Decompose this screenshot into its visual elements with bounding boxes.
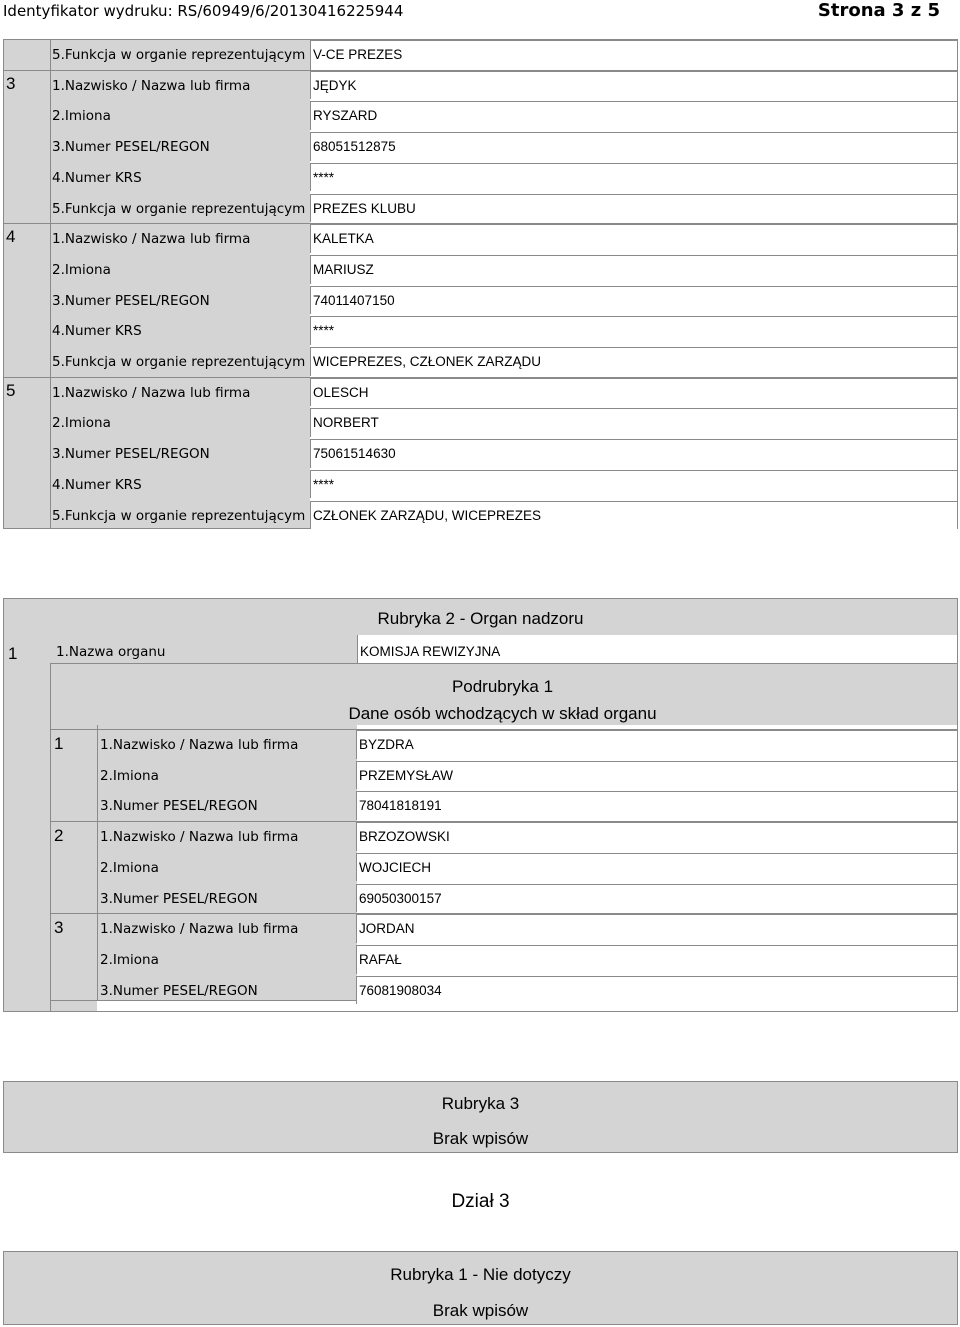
imiona-label: 2.Imiona xyxy=(52,261,111,278)
funkcja-value: PREZES KLUBU xyxy=(313,200,416,216)
imiona-value: RYSZARD xyxy=(313,108,378,124)
member-imiona-value: WOJCIECH xyxy=(359,859,431,875)
member-number: 1 xyxy=(54,734,64,753)
member-nazwisko-label: 1.Nazwisko / Nazwa lub firma xyxy=(100,737,299,753)
value-cell xyxy=(310,163,957,192)
nazwisko-value: OLESCH xyxy=(313,384,369,400)
krs-label: 4.Numer KRS xyxy=(52,323,142,340)
member-pesel-label: 3.Numer PESEL/REGON xyxy=(100,890,258,907)
rubryka1-d3-text: Brak wpisów xyxy=(432,1301,529,1320)
member-value-cell xyxy=(356,914,957,943)
member-imiona-label: 2.Imiona xyxy=(100,951,159,968)
member-pesel-value: 69050300157 xyxy=(359,890,442,906)
value-cell xyxy=(310,255,957,284)
member-imiona-label: 2.Imiona xyxy=(100,767,159,784)
imiona-label: 2.Imiona xyxy=(52,415,111,432)
member-divider xyxy=(50,729,958,730)
member-nazwisko-value: BYZDRA xyxy=(359,737,414,752)
person-divider xyxy=(3,223,958,224)
member-imiona-value: PRZEMYSŁAW xyxy=(359,767,454,783)
imiona-value: NORBERT xyxy=(313,415,379,431)
nazwisko-label: 1.Nazwisko / Nazwa lub firma xyxy=(52,384,251,401)
krs-value: **** xyxy=(313,476,335,492)
pesel-label: 3.Numer PESEL/REGON xyxy=(52,139,210,156)
member-nazwisko-label: 1.Nazwisko / Nazwa lub firma xyxy=(100,921,299,938)
member-number: 2 xyxy=(54,826,64,846)
member-divider xyxy=(50,821,958,822)
value-cell xyxy=(310,470,957,499)
value-cell xyxy=(310,378,957,407)
column-divider xyxy=(50,39,51,529)
member-value-cell xyxy=(356,945,957,974)
rubryka1-d3-title: Rubryka 1 - Nie dotyczy xyxy=(390,1265,571,1284)
funkcja-value: CZŁONEK ZARZĄDU, WICEPREZES xyxy=(313,507,542,523)
value-cell xyxy=(310,132,957,161)
value-cell xyxy=(310,408,957,437)
person-number: 5 xyxy=(6,380,16,400)
funkcja-label: 5.Funkcja w organie reprezentującym xyxy=(52,507,306,524)
rubryka3-text: Brak wpisów xyxy=(432,1129,529,1148)
person-number: 3 xyxy=(6,73,16,93)
value-cell xyxy=(310,101,957,130)
member-value-cell xyxy=(356,730,957,759)
member-nazwisko-label: 1.Nazwisko / Nazwa lub firma xyxy=(100,829,299,846)
nazwisko-value: JĘDYK xyxy=(313,77,357,93)
rubryka2-title: Rubryka 2 - Organ nadzoru xyxy=(377,609,584,628)
pesel-label: 3.Numer PESEL/REGON xyxy=(52,292,210,309)
person-divider xyxy=(3,377,958,378)
member-pesel-value: 76081908034 xyxy=(359,982,442,998)
nazwa-organu-value: KOMISJA REWIZYJNA xyxy=(360,644,501,659)
funkcja-value: WICEPREZES, CZŁONEK ZARZĄDU xyxy=(313,354,542,369)
nazwisko-label: 1.Nazwisko / Nazwa lub firma xyxy=(52,77,251,94)
print-identifier: Identyfikator wydruku: RS/60949/6/20130416225944 xyxy=(3,2,404,20)
member-pesel-label: 3.Numer PESEL/REGON xyxy=(100,982,258,999)
member-number: 3 xyxy=(54,918,64,938)
organ-number: 1 xyxy=(8,644,18,663)
krs-label: 4.Numer KRS xyxy=(52,169,142,186)
number-column xyxy=(4,40,51,528)
value-cell xyxy=(310,286,957,315)
member-imiona-label: 2.Imiona xyxy=(100,859,159,876)
member-nazwisko-value: JORDAN xyxy=(359,921,415,937)
person-number: 4 xyxy=(6,227,16,247)
nazwisko-label: 1.Nazwisko / Nazwa lub firma xyxy=(52,231,251,248)
nazwa-organu-label: 1.Nazwa organu xyxy=(56,644,166,660)
imiona-value: MARIUSZ xyxy=(313,261,374,277)
pesel-value: 75061514630 xyxy=(313,446,396,462)
value-cell xyxy=(310,40,957,69)
member-value-cell xyxy=(356,853,957,882)
member-pesel-value: 78041818191 xyxy=(359,798,442,814)
funkcja-label: 5.Funkcja w organie reprezentującym xyxy=(52,354,306,370)
funkcja-label: 5.Funkcja w organie reprezentującym xyxy=(52,200,306,217)
member-value-cell xyxy=(356,976,957,1005)
member-value-cell xyxy=(356,884,957,913)
funkcja-value: V-CE PREZES xyxy=(313,47,403,62)
value-cell xyxy=(310,224,957,253)
member-value-cell xyxy=(356,791,957,820)
member-pesel-label: 3.Numer PESEL/REGON xyxy=(100,798,258,815)
value-cell xyxy=(310,439,957,468)
podrubryka-title: Podrubryka 1 xyxy=(451,677,554,696)
rubryka3-title: Rubryka 3 xyxy=(441,1094,520,1113)
member-nazwisko-value: BRZOZOWSKI xyxy=(359,829,450,845)
funkcja-label: 5.Funkcja w organie reprezentującym xyxy=(52,47,306,63)
nazwisko-value: KALETKA xyxy=(313,231,374,247)
person-divider xyxy=(3,70,958,71)
podrubryka-subtitle: Dane osób wchodzących w skład organu xyxy=(348,704,657,723)
member-imiona-value: RAFAŁ xyxy=(359,951,402,967)
value-cell xyxy=(310,71,957,100)
krs-value: **** xyxy=(313,323,335,339)
pesel-label: 3.Numer PESEL/REGON xyxy=(52,446,210,463)
krs-label: 4.Numer KRS xyxy=(52,476,142,493)
member-divider xyxy=(50,913,958,914)
krs-value: **** xyxy=(313,169,335,185)
pesel-value: 68051512875 xyxy=(313,139,396,155)
value-cell xyxy=(310,316,957,345)
imiona-label: 2.Imiona xyxy=(52,108,111,125)
pesel-value: 74011407150 xyxy=(313,292,395,308)
page-number: Strona 3 z 5 xyxy=(817,0,940,21)
dzial3-title: Dział 3 xyxy=(451,1191,510,1212)
